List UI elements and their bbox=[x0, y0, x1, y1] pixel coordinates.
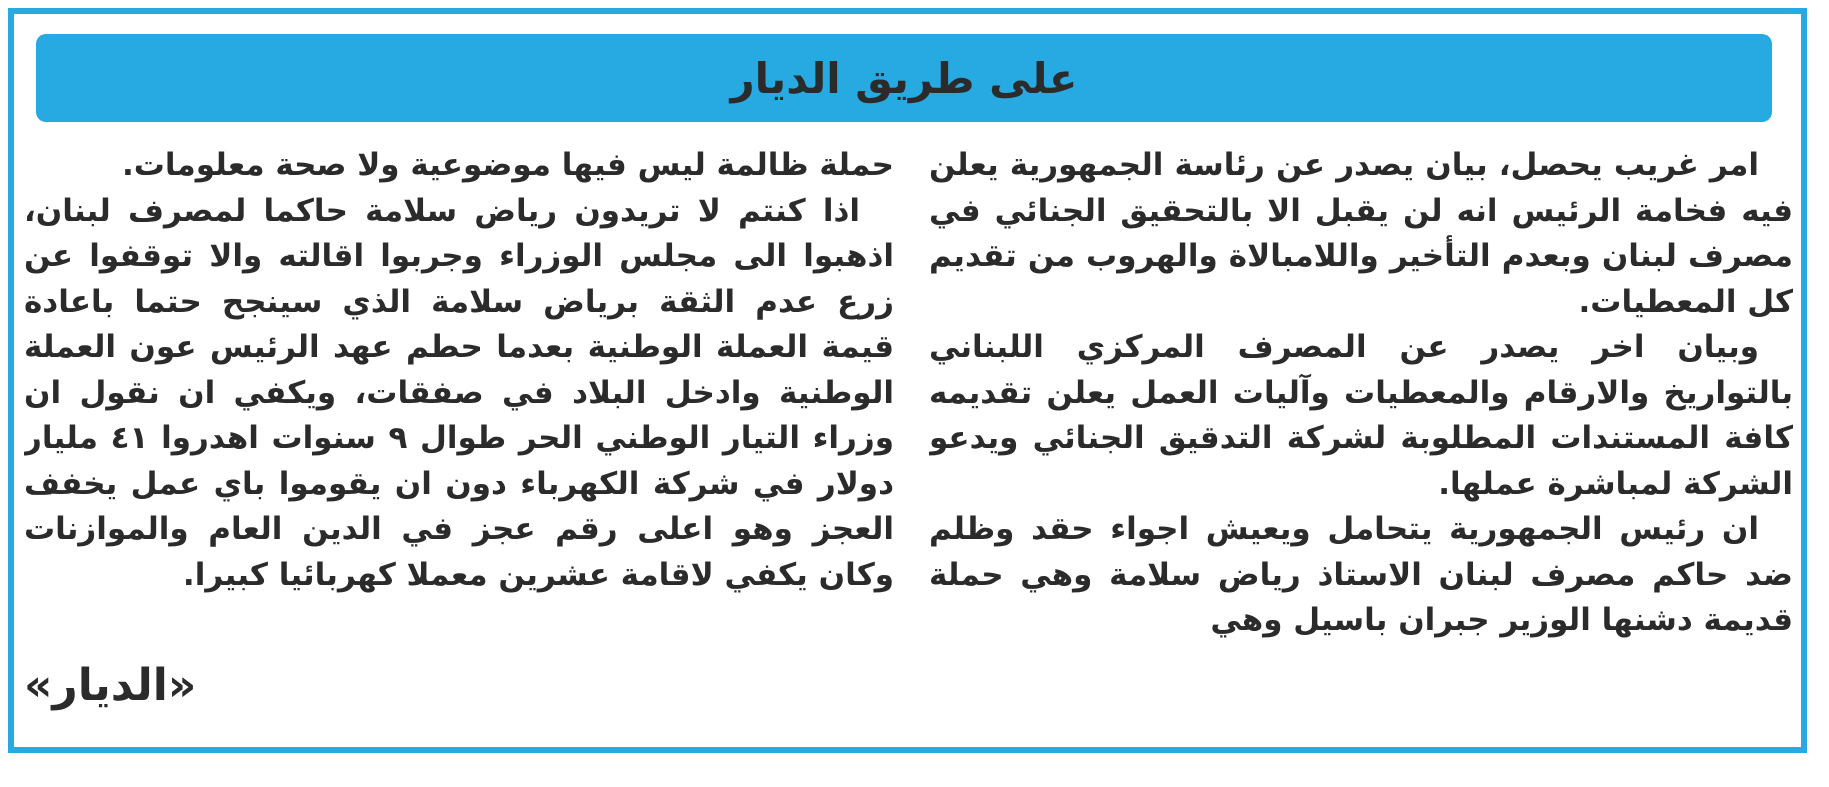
article-column-right bbox=[929, 143, 1793, 703]
title-banner bbox=[36, 34, 1772, 122]
article-column-left bbox=[24, 143, 894, 703]
paragraph-4: حملة ظالمة ليس فيها موضوعية ولا صحة معلومات. bbox=[121, 147, 894, 183]
paragraph-3: ان رئيس الجمهورية يتحامل ويعيش اجواء حقد وظلم ضد حاكم مصرف لبنان الاستاذ رياض سلامة وهي حملة قديمة دشنها الوزير جبران باسيل وهي bbox=[929, 511, 1793, 638]
paragraph-1: امر غريب يحصل، بيان يصدر عن رئاسة الجمهورية يعلن فيه فخامة الرئيس انه لن يقبل الا بالتحقيق الجنائي في مصرف لبنان وبعدم التأخير واللامبالاة والهروب من تقديم كل المعطيات. bbox=[929, 147, 1793, 320]
paragraph-5: اذا كنتم لا تريدون رياض سلامة حاكما لمصرف لبنان، اذهبوا الى مجلس الوزراء وجربوا اقالته والا توقفوا عن زرع عدم الثقة برياض سلامة الذي سينجح حتما باعادة قيمة العملة الوطنية بعدما حطم عهد الرئيس عون العملة الوطنية وادخل البلاد في صفقات، ويكفي ان نقول ان وزراء التيار الوطني الحر طوال ٩ سنوات اهدروا ٤١ مليار دولار في شركة الكهرباء دون ان يقوموا باي عمل يخفف العجز وهو اعلى رقم عجز في الدين العام والموازنات وكان يكفي لاقامة عشرين معملا كهربائيا كبيرا. bbox=[24, 192, 894, 593]
newspaper-signature: «الديار» bbox=[24, 660, 197, 711]
article-title: على طريق الديار bbox=[730, 53, 1078, 103]
paragraph-2: وبيان اخر يصدر عن المصرف المركزي اللبناني بالتواريخ والارقام والمعطيات وآليات العمل يعلن تقديمه كافة المستندات المطلوبة لشركة التدقيق الجنائي ويدعو الشركة لمباشرة عملها. bbox=[929, 329, 1793, 502]
